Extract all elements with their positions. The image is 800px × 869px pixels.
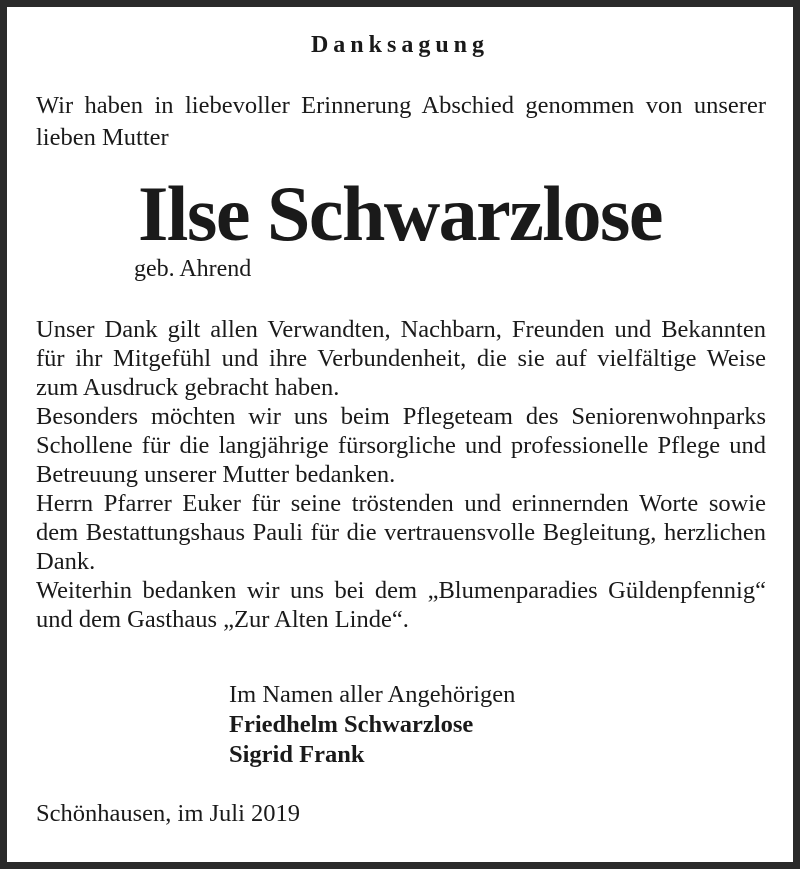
thanks-paragraph: Unser Dank gilt allen Verwandten, Nachbarn, Freunden und Bekannten für ihr Mitgefühl und ihre Verbundenheit, die sie auf vielfältige Weise zum Ausdruck gebracht haben. <box>36 316 766 401</box>
thanks-paragraph: Herrn Pfarrer Euker für seine tröstenden und erinnernden Worte sowie dem Bestattungshaus Pauli für die vertrauensvolle Begleitung, herzlichen Dank. <box>36 490 766 575</box>
deceased-name: Ilse Schwarzlose <box>137 170 663 257</box>
signature-intro: Im Namen aller Angehörigen <box>229 681 516 708</box>
place-date: Schönhausen, im Juli 2019 <box>36 800 301 827</box>
thanks-paragraph: Besonders möchten wir uns beim Pflegeteam des Seniorenwohnparks Schollene für die langjährige fürsorgliche und professionelle Pflege und Betreuung unserer Mutter bedanken. <box>36 403 766 488</box>
signatory-name: Friedhelm Schwarzlose <box>229 711 474 738</box>
signatory-name: Sigrid Frank <box>229 741 365 768</box>
notice-heading: Danksagung <box>310 32 490 58</box>
birth-name: geb. Ahrend <box>134 256 252 282</box>
intro-text: Wir haben in liebevoller Erinnerung Abschied genommen von unserer lieben Mutter <box>36 92 766 151</box>
signature-block <box>229 680 515 770</box>
thanks-paragraph: Weiterhin bedanken wir uns bei dem „Blumenparadies Güldenpfennig“ und dem Gasthaus „Zur Alten Linde“. <box>36 577 766 633</box>
thanks-body <box>36 315 766 634</box>
